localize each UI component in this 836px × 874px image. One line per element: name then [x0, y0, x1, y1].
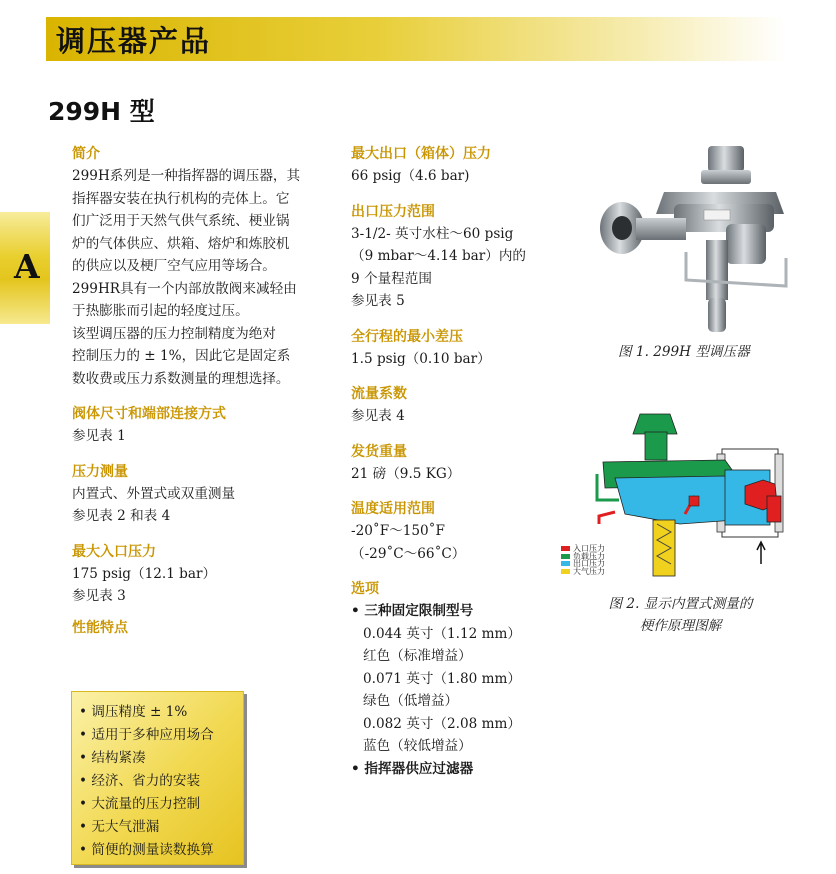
- intro-line: 指挥器安装在执行机构的壳体上。它: [72, 190, 290, 207]
- figure-2-caption-line: 梗作原理图解: [639, 618, 722, 634]
- option-detail: 绿色（低增益）: [363, 693, 459, 709]
- intro-line: 们广泛用于天然气供气系统、梗业锅: [72, 213, 290, 229]
- flow-value: 参见表 4: [351, 408, 405, 424]
- intro-heading: 简介: [72, 146, 100, 162]
- schematic-legend: [561, 545, 605, 575]
- option-detail: 0.071 英寸（1.80 mm）: [363, 670, 521, 687]
- outlet-range-heading: 出口压力范围: [351, 203, 435, 220]
- feature-item: • 大流量的压力控制: [79, 796, 201, 812]
- max-outlet-value: 66 psig（4.6 bar): [351, 168, 470, 184]
- legend-swatch: [561, 569, 570, 574]
- temp-line: （-29˚C～66˚C）: [351, 545, 466, 562]
- intro-line: 于热膨胀而引起的轻度过压。: [72, 303, 249, 319]
- inlet-heading: 最大入口压力: [72, 543, 156, 560]
- legend-swatch: [561, 554, 570, 559]
- option-detail: 蓝色（较低增益）: [363, 738, 472, 754]
- feature-item: • 简便的测量读数换算: [79, 842, 214, 858]
- left-column: [72, 143, 334, 639]
- min-diff-value: 1.5 psig（0.10 bar）: [351, 350, 491, 367]
- figure-2-caption-line: 图 2. 显示内置式测量的: [608, 596, 753, 612]
- model-title: 299H 型: [48, 97, 155, 126]
- feature-item: • 经济、省力的安装: [79, 773, 201, 789]
- legend-label: 负载压力: [573, 551, 605, 561]
- feature-item: • 结构紧凑: [79, 750, 146, 766]
- body-size-value: 参见表 1: [72, 428, 126, 444]
- weight-heading: 发货重量: [351, 443, 407, 460]
- feature-item: • 适用于多种应用场合: [79, 727, 214, 743]
- outlet-range-line: （9 mbar～4.14 bar）内的: [351, 248, 527, 264]
- intro-text: [72, 165, 334, 390]
- intro-line: 数收费或压力系数测量的理想选择。: [72, 370, 290, 387]
- flow-heading: 流量系数: [351, 386, 407, 402]
- legend-swatch: [561, 561, 570, 566]
- regulator-photo: [586, 140, 796, 340]
- operation-schematic: [585, 404, 800, 589]
- feature-item: • 无大气泄漏: [79, 819, 160, 835]
- intro-line: 299HR具有一个内部放散阀来减轻由: [72, 280, 297, 297]
- max-outlet-heading: 最大出口（箱体）压力: [351, 146, 491, 162]
- legend-label: 出口压力: [573, 559, 605, 568]
- page-title: 调压器产品: [56, 24, 212, 58]
- section-letter: A: [14, 247, 40, 286]
- sensing-line: 参见表 2 和表 4: [72, 508, 171, 524]
- option-detail: 0.044 英寸（1.12 mm）: [363, 625, 521, 642]
- figure-1-caption: 图 1. 299H 型调压器: [618, 344, 750, 360]
- option-detail: 红色（标准增益）: [363, 648, 472, 664]
- outlet-range-line: 参见表 5: [351, 293, 405, 309]
- weight-value: 21 磅（9.5 KG）: [351, 465, 461, 482]
- outlet-range-line: 9 个量程范围: [351, 270, 432, 287]
- sensing-line: 内置式、外置式或双重测量: [72, 485, 236, 502]
- outlet-range-line: 3-1/2- 英寸水柱～60 psig: [351, 225, 514, 242]
- inlet-line: 175 psig（12.1 bar）: [72, 565, 217, 582]
- option-item: • 三种固定限制型号: [351, 603, 474, 619]
- intro-line: 炉的气体供应、烘箱、熔炉和炼胶机: [72, 235, 290, 252]
- intro-line: 299H系列是一种指挥器的调压器，其: [72, 168, 301, 184]
- sensing-heading: 压力测量: [72, 463, 128, 480]
- min-diff-heading: 全行程的最小差压: [351, 328, 463, 345]
- intro-line: 该型调压器的压力控制精度为绝对: [72, 325, 276, 342]
- temp-line: -20˚F～150˚F: [351, 523, 445, 539]
- feature-item: • 调压精度 ± 1%: [79, 704, 188, 720]
- option-item: • 指挥器供应过滤器: [351, 760, 474, 777]
- options-heading: 选项: [351, 581, 379, 597]
- legend-label: 大气压力: [573, 566, 605, 576]
- legend-label: 入口压力: [573, 544, 605, 553]
- features-box: [71, 691, 244, 865]
- intro-line: 控制压力的 ± 1%，因此它是固定系: [72, 348, 291, 364]
- figure-2-caption: [598, 593, 763, 637]
- body-size-heading: 阀体尺寸和端部连接方式: [72, 406, 226, 422]
- intro-line: 的供应以及梗厂空气应用等场合。: [72, 258, 276, 274]
- temp-heading: 温度适用范围: [351, 501, 435, 517]
- option-detail: 0.082 英寸（2.08 mm）: [363, 715, 521, 732]
- middle-column: [351, 143, 571, 780]
- inlet-line: 参见表 3: [72, 588, 126, 604]
- features-heading: 性能特点: [72, 619, 128, 636]
- legend-item: [561, 568, 605, 576]
- legend-swatch: [561, 546, 570, 551]
